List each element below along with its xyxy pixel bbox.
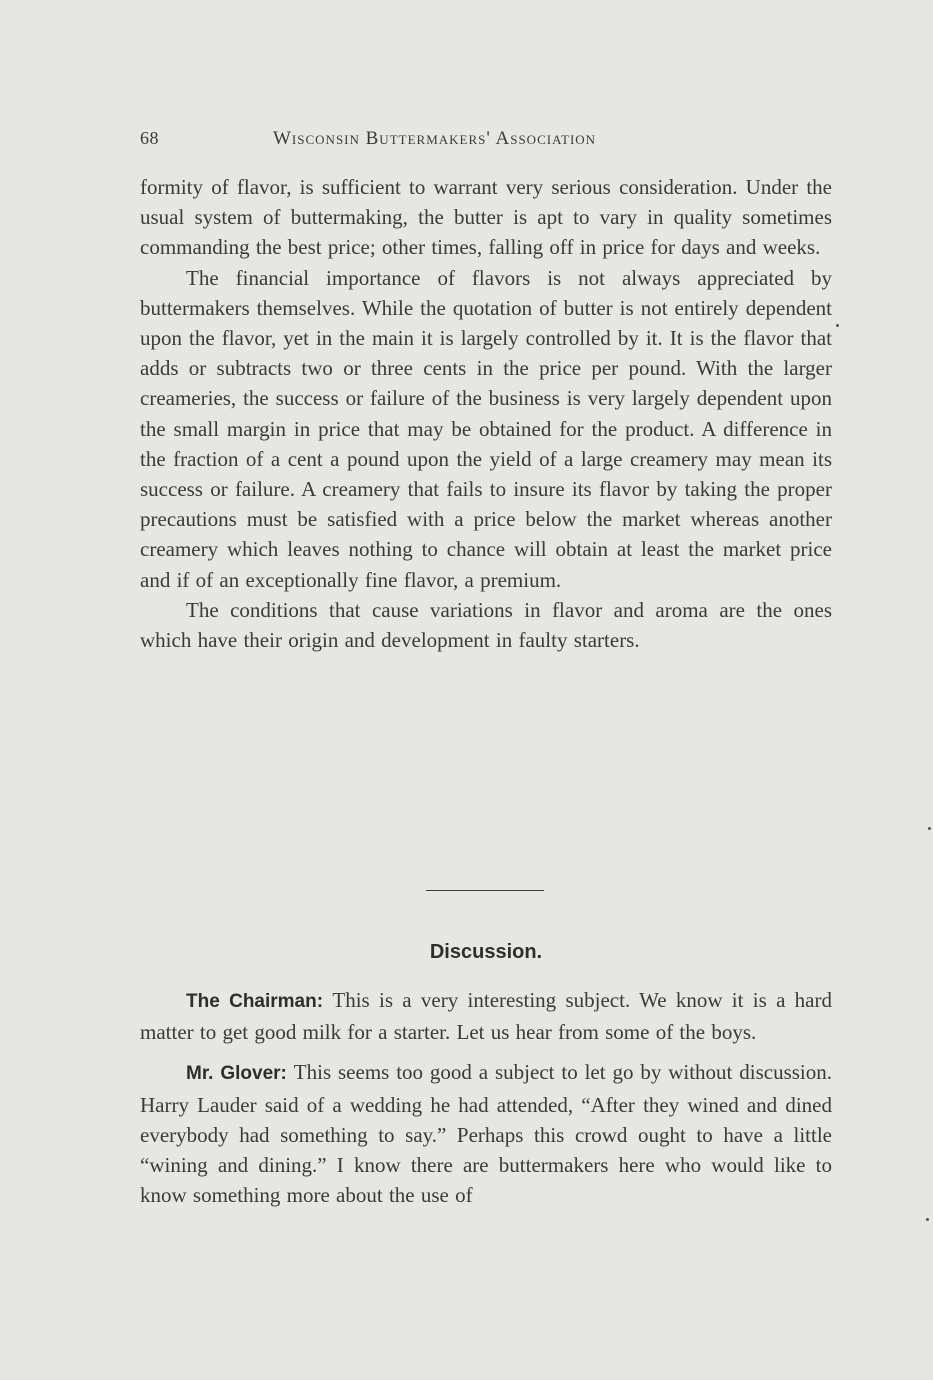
speech-chairman [140,985,832,1047]
paper-speck [836,324,839,327]
discussion-section [140,985,832,1220]
section-divider [426,890,544,891]
speaker-name: Mr. Glover: [186,1063,294,1085]
body-text [140,172,832,655]
paragraph-conditions: The conditions that cause variations in flavor and aroma are the ones which have their origin and development in faulty starters. [140,597,832,653]
speech-text: This seems too good a subject to let go by without discussion. Harry Lauder said of a wedding he had attended, “After they wined and dined everybody had something to say.” Perhaps this crowd ought to have a little “wining and dining.” I know there are buttermakers here who would like to know something more about the use of [140,1060,833,1208]
paper-speck [926,1218,929,1221]
section-heading: Discussion. [429,941,543,963]
page-number: 68 [140,128,159,148]
paragraph-continuation: formity of flavor, is sufficient to warrant very serious consideration. Under the usual system of buttermaking, the butter is apt to vary in quality sometimes commanding the best price; other times, falling off in price for days and weeks. [140,175,832,260]
paragraph-financial-importance: The financial importance of flavors is not always appreciated by buttermakers themselves. While the quotation of butter is not entirely dependent upon the flavor, yet in the main it is largely controlled by it. It is the flavor that adds or subtracts two or three cents in the price per pound. With the larger creameries, the success or failure of the business is very largely dependent upon the small margin in price that may be obtained for the product. A difference in the fraction of a cent a pound upon the yield of a large creamery may mean its success or failure. A creamery that fails to insure its flavor by taking the proper precautions must be satisfied with a price below the market whereas another creamery which leaves nothing to chance will obtain at least the market price and if of an exceptionally fine flavor, a premium. [140,265,832,592]
speaker-name: The Chairman: [186,991,333,1012]
speech-glover [140,1057,832,1210]
running-title: Wisconsin Buttermakers' Association [273,128,597,149]
running-head [140,128,832,154]
paper-speck [928,827,931,830]
speech-text: This is a very interesting subject. We know it is a hard matter to get good milk for a starter. Let us hear from some of the boys. [140,988,832,1045]
